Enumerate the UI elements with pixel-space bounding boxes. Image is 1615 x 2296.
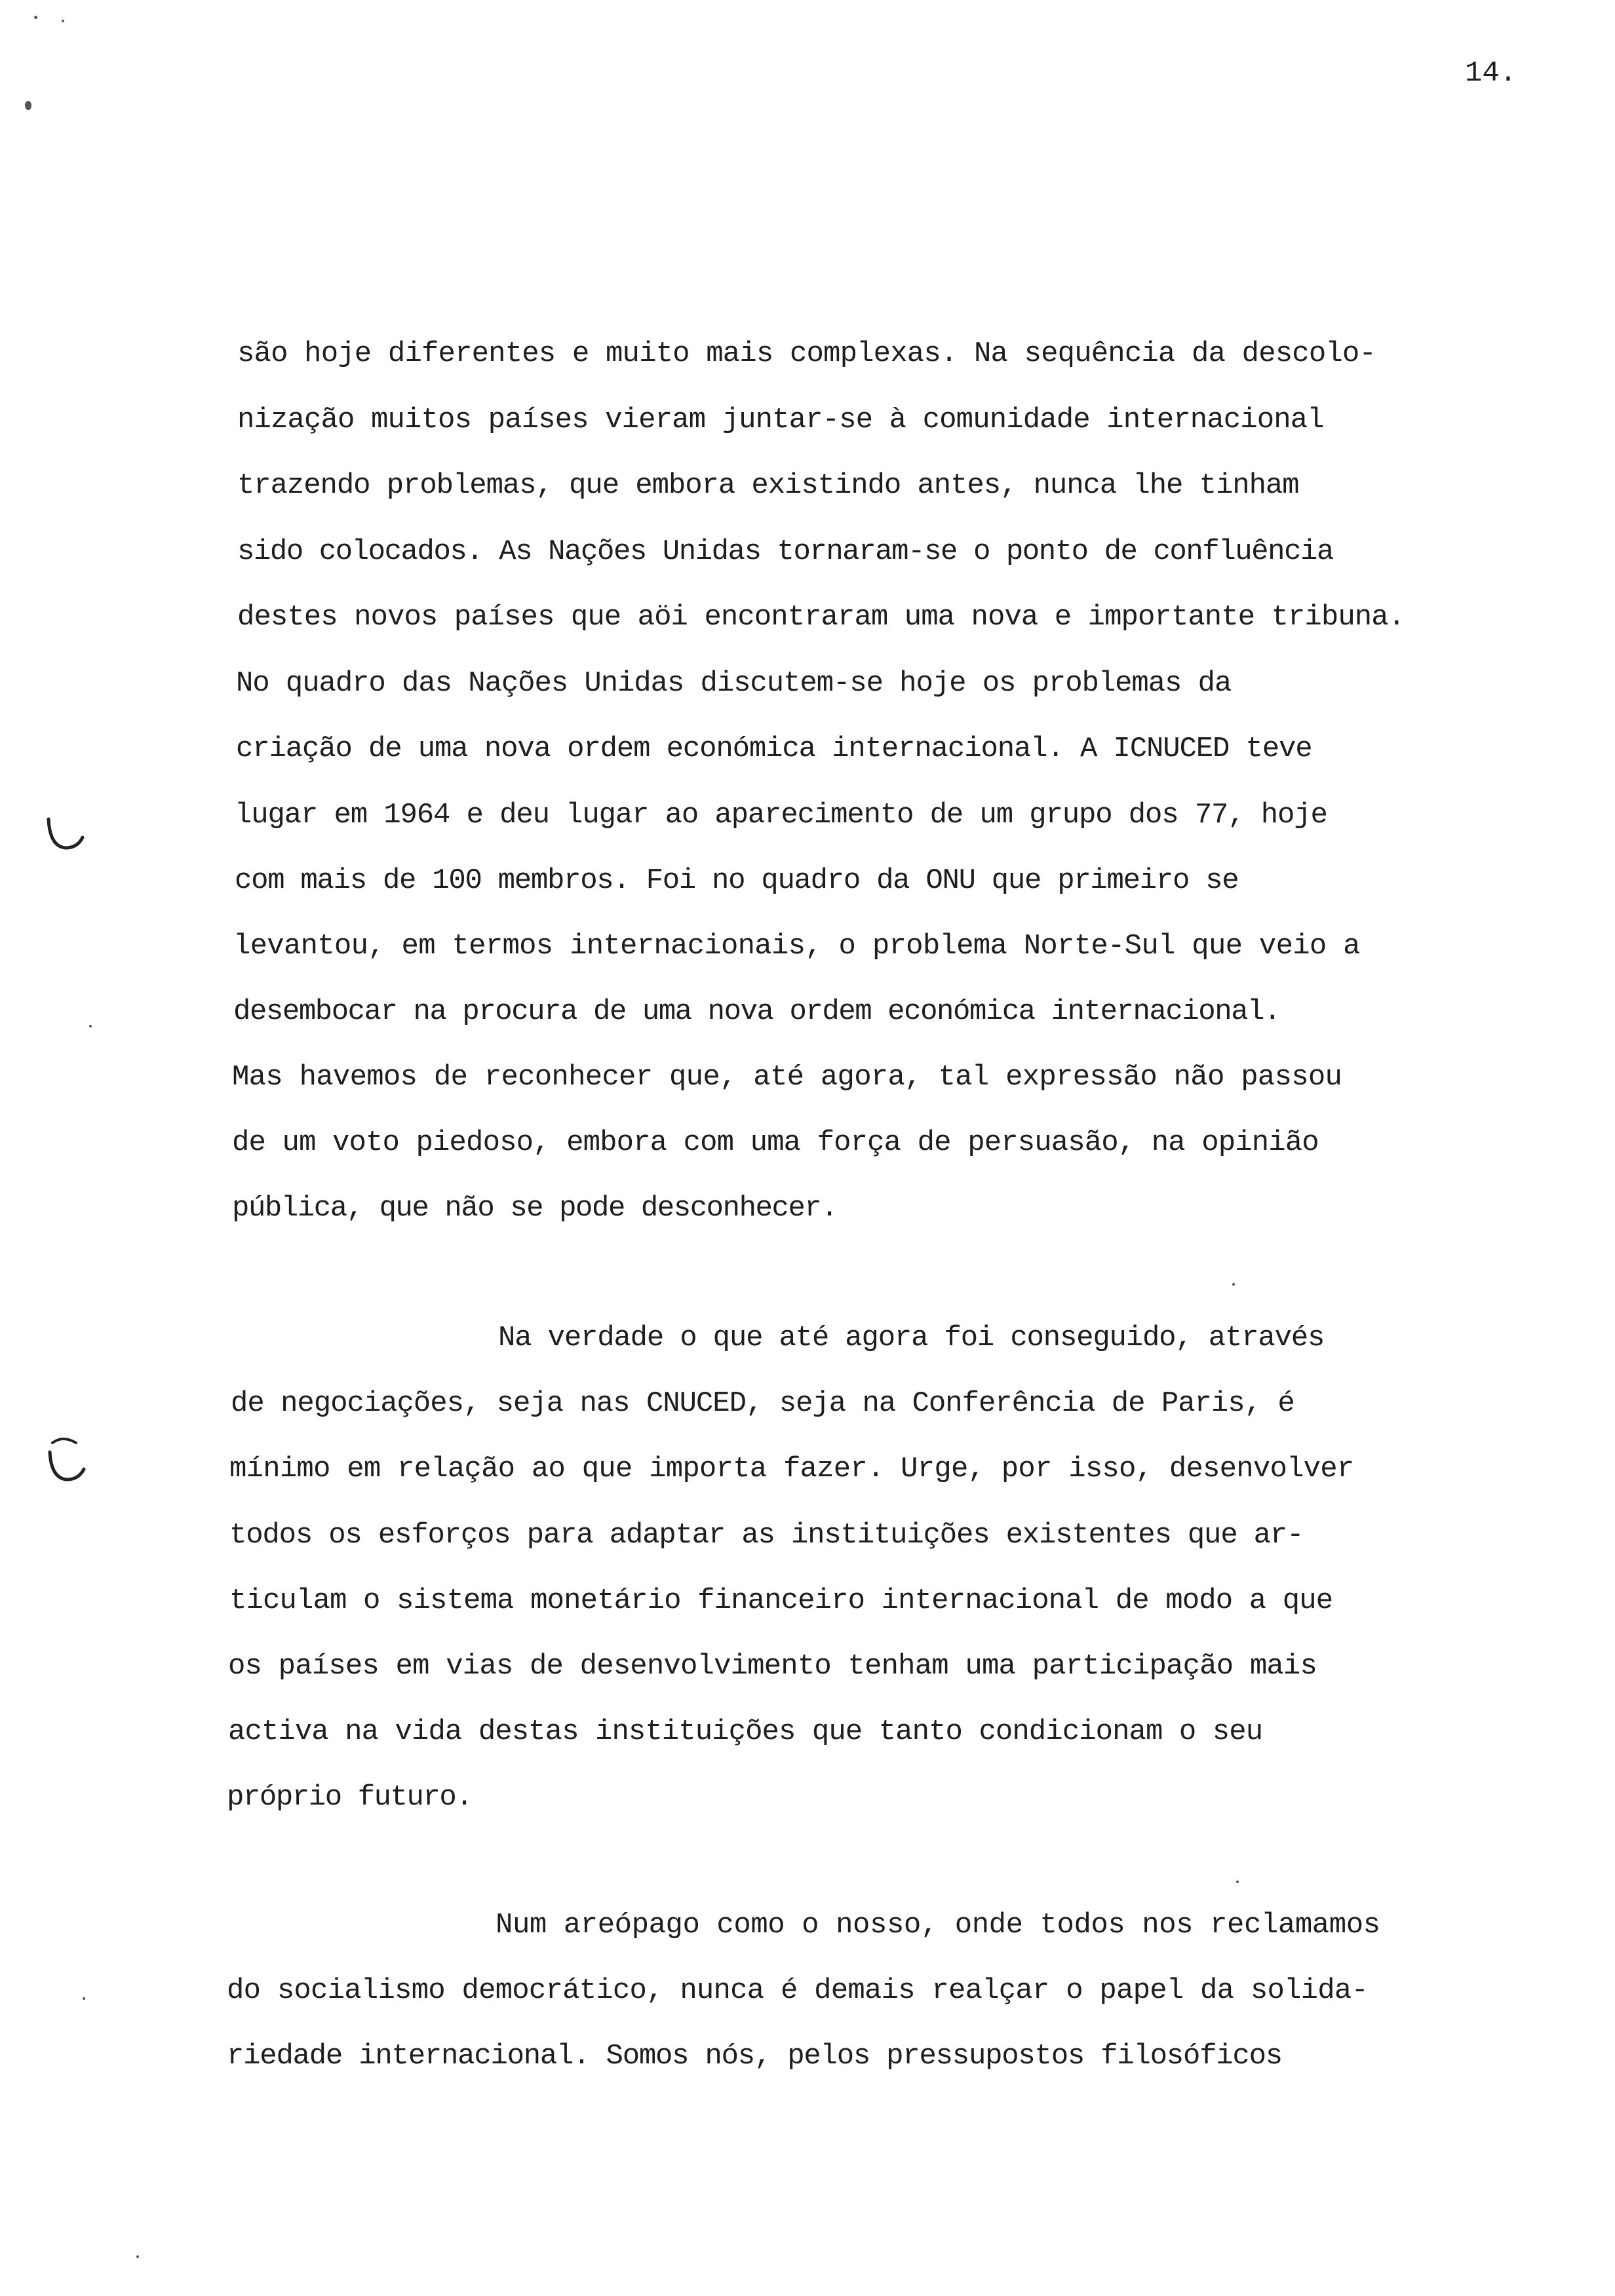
text-line: lugar em 1964 e deu lugar ao aparecimento de um grupo dos 77, hoje — [235, 799, 1327, 832]
text-line: mínimo em relação ao que importa fazer. Urge, por isso, desenvolver — [229, 1453, 1354, 1485]
binder-hole-mark — [39, 1428, 92, 1487]
text-line: pública, que não se pode desconhecer. — [232, 1192, 838, 1225]
scan-speck — [1236, 1881, 1239, 1883]
scan-speck — [34, 16, 37, 19]
text-line: os países em vias de desenvolvimento tenham uma participação mais — [228, 1650, 1317, 1683]
text-line: levantou, em termos internacionais, o problema Norte-Sul que veio a — [233, 930, 1360, 963]
text-line: Num areópago como o nosso, onde todos nos reclamamos — [496, 1909, 1380, 1942]
text-line: trazendo problemas, que embora existindo antes, nunca lhe tinham — [237, 469, 1299, 502]
text-line: do socialismo democrático, nunca é demais realçar o papel da solida- — [227, 1974, 1369, 2007]
binder-hole-mark — [39, 813, 92, 865]
text-line: são hoje diferentes e muito mais complexas. Na sequência da descolo- — [237, 337, 1376, 370]
text-line: de um voto piedoso, embora com uma força de persuasão, na opinião — [232, 1126, 1319, 1159]
text-line: criação de uma nova ordem económica internacional. A ICNUCED teve — [236, 733, 1312, 765]
text-line: riedade internacional. Somos nós, pelos pressupostos filosóficos — [227, 2040, 1282, 2073]
text-line: sido colocados. As Nações Unidas tornaram-se o ponto de confluência — [237, 535, 1333, 568]
text-line: No quadro das Nações Unidas discutem-se hoje os problemas da — [236, 667, 1232, 700]
scan-speck — [89, 1025, 92, 1027]
text-line: destes novos países que aöi encontraram uma nova e importante tribuna. — [237, 601, 1405, 634]
scan-speck — [25, 101, 31, 110]
text-line: de negociações, seja nas CNUCED, seja na Conferência de Paris, é — [231, 1387, 1294, 1420]
text-line: todos os esforços para adaptar as instituições existentes que ar- — [229, 1519, 1304, 1552]
scan-speck — [136, 2255, 139, 2258]
scan-speck — [83, 1997, 85, 2000]
text-line: com mais de 100 membros. Foi no quadro da ONU que primeiro se — [235, 864, 1239, 897]
scan-speck — [1232, 1283, 1235, 1286]
text-line: Na verdade o que até agora foi conseguido, através — [498, 1322, 1325, 1354]
text-line: desembocar na procura de uma nova ordem económica internacional. — [233, 995, 1281, 1028]
text-line: ticulam o sistema monetário financeiro internacional de modo a que — [229, 1584, 1333, 1617]
text-line: activa na vida destas instituições que tanto condicionam o seu — [228, 1715, 1263, 1748]
text-line: nização muitos países vieram juntar-se à comunidade internacional — [237, 404, 1324, 436]
text-line: Mas havemos de reconhecer que, até agora, tal expressão não passou — [232, 1061, 1342, 1094]
page-number: 14. — [1465, 57, 1517, 90]
text-line: próprio futuro. — [227, 1781, 473, 1814]
scan-speck — [62, 20, 64, 22]
